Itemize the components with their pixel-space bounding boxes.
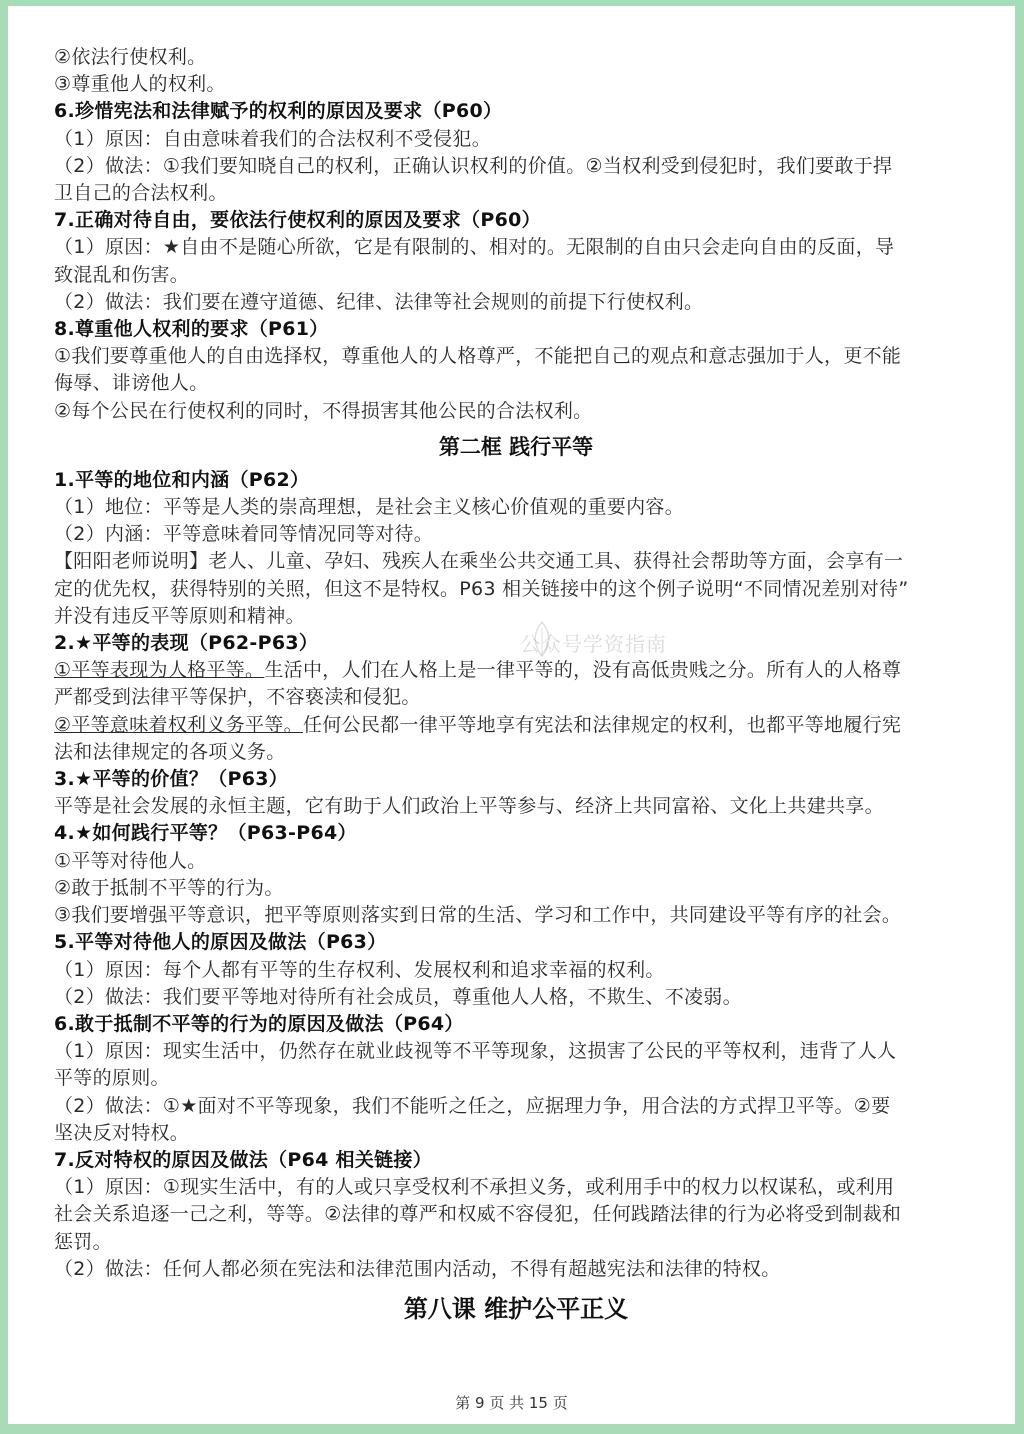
text-line: （2）做法：任何人都必须在宪法和法律范围内活动，不得有超越宪法和法律的特权。 — [54, 1257, 781, 1280]
text-line: ③尊重他人的权利。 — [54, 73, 226, 96]
text-line: ③我们要增强平等意识，把平等原则落实到日常的生活、学习和工作中，共同建设平等有序的社会。 — [54, 904, 902, 927]
text-line: （1）原因：①现实生活中，有的人或只享受权利不承担义务，或利用手中的权力以权谋私，或利用 — [54, 1176, 895, 1199]
section-title: 第二框 践行平等 — [438, 434, 594, 459]
text-line: ①平等对待他人。 — [54, 849, 207, 872]
text-line: （2）做法：我们要平等地对待所有社会成员，尊重他人人格，不欺生、不凌弱。 — [54, 985, 742, 1008]
item-heading-s3: 3.★平等的价值？（P63） — [54, 768, 289, 791]
item-heading-8: 8.尊重他人权利的要求（P61） — [54, 318, 329, 341]
item-heading-s6: 6.敢于抵制不平等的行为的原因及做法（P64） — [54, 1012, 464, 1035]
text-line: （1）原因：现实生活中，仍然存在就业歧视等不平等现象，这损害了公民的平等权利，违背了人人 — [54, 1040, 897, 1063]
page-footer: 第 9 页 共 15 页 — [455, 1394, 568, 1412]
item-heading-6: 6.珍惜宪法和法律赋予的权利的原因及要求（P60） — [54, 100, 503, 123]
item-heading-s2: 2.★平等的表现（P62-P63） — [54, 632, 319, 655]
underlined-text: ①平等表现为人格平等。 — [54, 659, 265, 682]
lesson-title: 第八课 维护公平正义 — [403, 1294, 629, 1323]
underlined-text: ②平等意味着权利义务平等。 — [54, 713, 303, 736]
text-span: 生活中，人们在人格上是一律平等的，没有高低贵贱之分。所有人的人格尊 — [264, 659, 902, 682]
text-line: 侮辱、诽谤他人。 — [54, 372, 209, 395]
text-line: 卫自己的合法权利。 — [54, 182, 228, 205]
text-line — [54, 712, 978, 739]
item-heading-s4: 4.★如何践行平等？（P63-P64） — [54, 822, 357, 845]
text-line: 社会关系追逐一己之利，等等。②法律的尊严和权威不容侵犯，任何践踏法律的行为必将受到制裁和 — [54, 1203, 902, 1226]
text-line: （2）做法：①★面对不平等现象，我们不能听之任之，应据理力争，用合法的方式捍卫平等。②要 — [54, 1094, 891, 1117]
text-line: 法和法律规定的各项义务。 — [54, 740, 286, 763]
text-line: 【阳阳老师说明】老人、儿童、孕妇、残疾人在乘坐公共交通工具、获得社会帮助等方面，会享有一 — [54, 550, 904, 573]
item-heading-7: 7.正确对待自由，要依法行使权利的原因及要求（P60） — [54, 209, 541, 232]
text-line: ②依法行使权利。 — [54, 46, 207, 68]
text-line: 并没有违反平等原则和精神。 — [54, 604, 305, 627]
text-line: ②每个公民在行使权利的同时，不得损害其他公民的合法权利。 — [54, 399, 593, 422]
text-line: 定的优先权，获得特别的关照，但这不是特权。P63 相关链接中的这个例子说明“不同情况差别对待” — [54, 577, 909, 600]
text-line — [54, 657, 978, 684]
text-line: （2）做法：①我们要知晓自己的权利，正确认识权利的价值。②当权利受到侵犯时，我们要敢于捍 — [54, 154, 893, 177]
text-line: （2）内涵：平等意味着同等情况同等对待。 — [54, 523, 434, 546]
text-line: 平等的原则。 — [54, 1067, 170, 1090]
text-line: ②敢于抵制不平等的行为。 — [54, 876, 284, 899]
text-line: 惩罚。 — [54, 1230, 112, 1253]
text-line: 严都受到法律平等保护，不容亵渎和侵犯。 — [54, 686, 421, 709]
text-line: （2）做法：我们要在遵守道德、纪律、法律等社会规则的前提下行使权利。 — [54, 290, 704, 313]
watermark: 公众号学资指南 — [520, 632, 667, 656]
text-line: （1）原因：★自由不是随心所欲，它是有限制的、相对的。无限制的自由只会走向自由的反面，导 — [54, 236, 895, 259]
text-line: （1）原因：自由意味着我们的合法权利不受侵犯。 — [54, 127, 491, 150]
text-line: ①我们要尊重他人的自由选择权，尊重他人的人格尊严，不能把自己的观点和意志强加于人，更不能 — [54, 345, 902, 368]
page-content — [54, 44, 978, 1325]
text-line: 平等是社会发展的永恒主题，它有助于人们政治上平等参与、经济上共同富裕、文化上共建共享。 — [54, 795, 884, 818]
item-heading-s5: 5.平等对待他人的原因及做法（P63） — [54, 931, 387, 954]
document-page — [8, 6, 1015, 1424]
text-line: 坚决反对特权。 — [54, 1121, 190, 1144]
item-heading-s7: 7.反对特权的原因及做法（P64 相关链接） — [54, 1148, 433, 1171]
text-line: （1）原因：每个人都有平等的生存权利、发展权利和追求幸福的权利。 — [54, 958, 665, 981]
text-line: 致混乱和伤害。 — [54, 263, 190, 286]
item-heading-s1: 1.平等的地位和内涵（P62） — [54, 468, 310, 491]
text-line: （1）地位：平等是人类的崇高理想，是社会主义核心价值观的重要内容。 — [54, 496, 684, 519]
text-span: 任何公民都一律平等地享有宪法和法律规定的权利，也都平等地履行宪 — [302, 713, 902, 736]
